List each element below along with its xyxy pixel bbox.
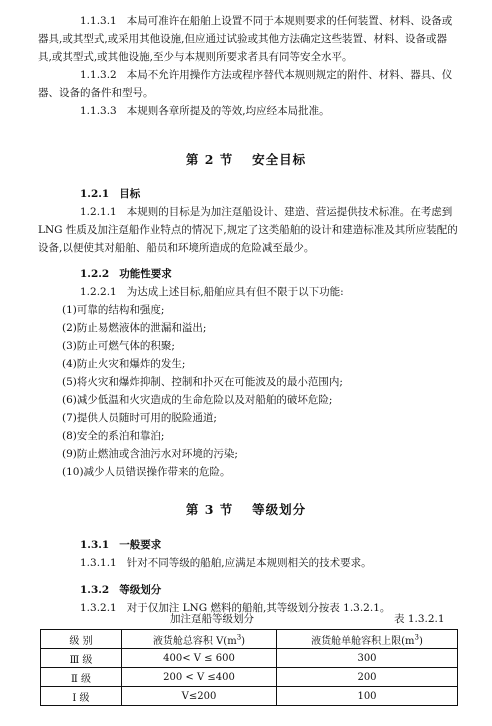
table-cell: Ⅰ 级 [41,687,122,706]
subsection-1-3-1: 1.3.1 一般要求 [80,539,162,551]
list-item: (3)防止可燃气体的积聚; [62,340,175,352]
list-item: (4)防止火灾和爆炸的发生; [62,358,186,370]
subsection-1-3-2: 1.3.2 等级划分 [80,584,162,596]
table-cell: Ⅱ 级 [41,668,122,687]
table-row [41,668,458,687]
table-header-cell: 级 别 [41,630,122,649]
table-number: 表 1.3.2.1 [394,613,445,625]
paragraph-1-2-1-1: 1.2.1.1 本规则的目标是为加注趸船设计、建造、营运提供技术标准。在考虑到 LNG 性质及加注趸船作业特点的情况下,规定了这类船舶的设计和建造标准及其所应装配的设备,以便使其对船舶、船员和环境所造成的危险减至最少。 [38,206,458,254]
table-row [41,649,458,668]
list-item: (5)将火灾和爆炸抑制、控制和扑灭在可能波及的最小范围内; [62,376,343,388]
list-item: (1)可靠的结构和强度; [62,304,165,316]
subsection-1-2-1: 1.2.1 目标 [80,188,141,200]
paragraph-1-3-1-1: 1.3.1.1 针对不同等级的船舶,应满足本规则相关的技术要求。 [80,557,372,569]
table-header-cell: 液货舱单舱容积上限$(m^3)$ [277,630,458,649]
table-header-row [41,630,458,649]
table-cell: 100 [277,687,458,706]
table-caption: 加注趸船等级划分 [170,613,254,625]
paragraph-1-1-3-2: 1.1.3.2 本局不允许用操作方法或程序替代本规则规定的附件、材料、器具、仪器、设备的备件和型号。 [38,69,453,99]
table-cell: 200 < V ≤400 [122,668,277,687]
table-cell: Ⅲ 级 [41,649,122,668]
table-cell: V≤200 [122,687,277,706]
table-row [41,687,458,706]
paragraph-1-1-3-1: 1.1.3.1 本局可准许在船舶上设置不同于本规则要求的任何装置、材料、设备或器具,或其型式,或采用其他设施,但应通过试验或其他方法确定这些装置、材料、设备或器具,或其型式,或其他设施,至少与本规则所要求者具有同等安全水平。 [38,15,453,63]
paragraph-1-2-2-1: 1.2.2.1 为达成上述目标,船舶应具有但不限于以下功能: [80,286,344,298]
section-2-heading: 第 2 节 安全目标 [185,152,307,167]
table-header-cell: 液货舱总容积 $V(m^3)$ [122,630,277,649]
list-item: (10)减少人员错误操作带来的危险。 [62,466,231,478]
list-item: (6)减少低温和火灾造成的生命危险以及对船舶的破坏危险; [62,394,333,406]
paragraph-1-1-3-3: 1.1.3.3 本规则各章所提及的等效,均应经本局批准。 [80,105,330,117]
table-cell: 300 [277,649,458,668]
table-cell: 200 [277,668,458,687]
list-item: (2)防止易燃液体的泄漏和溢出; [62,322,207,334]
section-3-heading: 第 3 节 等级划分 [185,502,307,517]
list-item: (7)提供人员随时可用的脱险通道; [62,412,217,424]
list-item: (8)安全的系泊和靠泊; [62,430,165,442]
grade-table [40,629,458,706]
subsection-1-2-2: 1.2.2 功能性要求 [80,268,172,280]
table-cell: 400< V ≤ 600 [122,649,277,668]
paragraph-1-3-2-1: 1.3.2.1 对于仅加注 LNG 燃料的船舶,其等级划分按表 1.3.2.1。 [80,602,391,614]
list-item: (9)防止燃油或含油污水对环境的污染; [62,448,238,460]
